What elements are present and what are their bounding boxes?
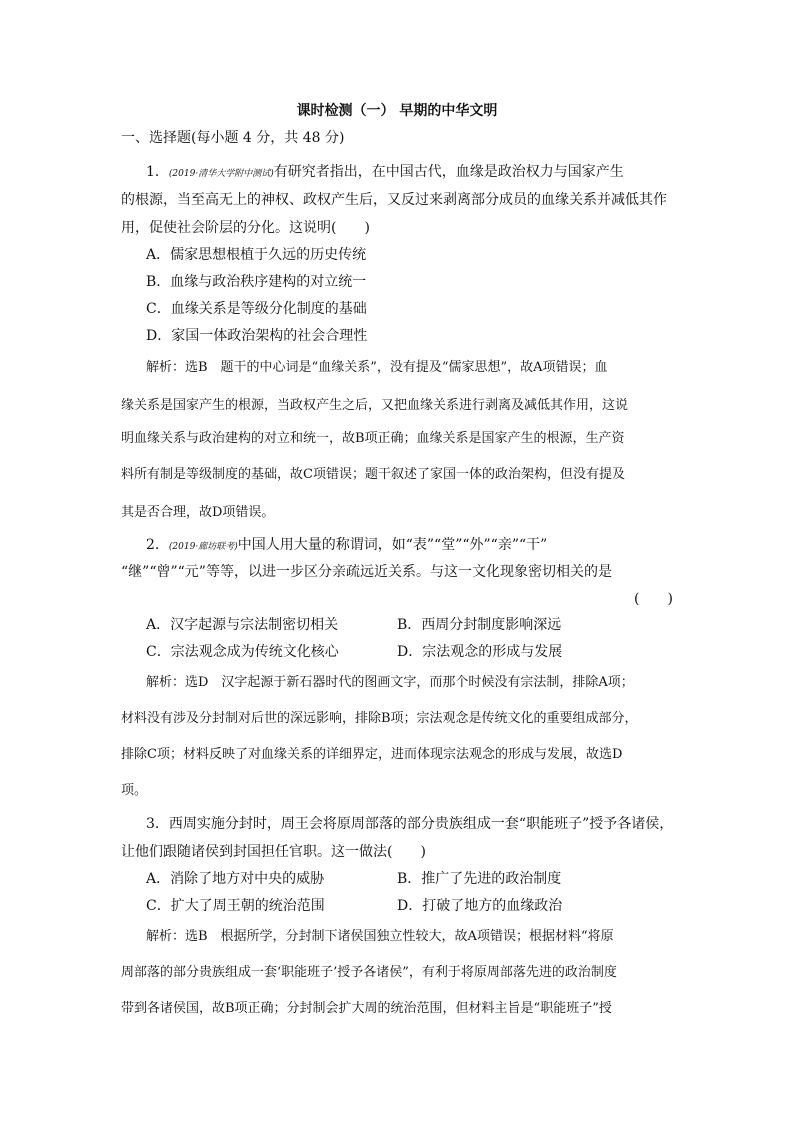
q2-option-b: B．西周分封制度影响深远 [397, 617, 562, 633]
q1-number: 1． [146, 164, 169, 180]
q2-stem-line: “继”“曾”“元”等等，以进一步区分亲疏远近关系。与这一文化现象密切相关的是 [121, 564, 612, 580]
q2-analysis-line: 排除C项；材料反映了对血缘关系的详细界定，进而体现宗法观念的形成与发展，故选D [121, 747, 623, 762]
q2-option-a: A．汉字起源与宗法制密切相关 [146, 617, 339, 633]
q3-number: 3． [146, 816, 169, 832]
q2-number: 2． [146, 537, 169, 553]
q2-option-d: D．宗法观念的形成与发展 [397, 644, 563, 660]
q1-option-b: B．血缘与政治秩序建构的对立统一 [146, 274, 367, 290]
q1-option-c: C．血缘关系是等级分化制度的基础 [146, 301, 367, 317]
q3-analysis-line: 周部落的部分贵族组成一套‘职能班子’授予各诸侯”，有利于将原周部落先进的政治制度 [121, 965, 617, 980]
q1-analysis-line: 缘关系是国家产生的根源，当政权产生之后，又把血缘关系进行剥离及减低其作用，这说 [121, 398, 629, 413]
q3-option-a: A．消除了地方对中央的威胁 [146, 871, 325, 887]
q3-analysis-line: 解析：选B 根据所学，分封制下诸侯国独立性较大，故A项错误；根据材料“将原 [146, 929, 614, 944]
q1-option-a: A．儒家思想根植于久远的历史传统 [146, 247, 367, 263]
q1-option-d: D．家国一体政治架构的社会合理性 [146, 328, 368, 344]
q1-analysis-line: 其是否合理，故D项错误。 [121, 505, 275, 520]
q1-stem-line: 的根源，当至高无上的神权、政权产生后，又反过来剥离部分成员的血缘关系并减低其作 [121, 192, 667, 208]
section-header: 一、选择题(每小题 4 分，共 48 分) [121, 130, 345, 146]
q1-first-line [146, 162, 624, 184]
q2-option-c: C．宗法观念成为传统文化核心 [146, 644, 339, 660]
q2-source: (2019·廊坊联考) [168, 542, 238, 552]
q2-analysis-line: 项。 [121, 783, 148, 798]
q3-option-c: C．扩大了周王朝的统治范围 [146, 898, 325, 914]
q3-stem-line: 让他们跟随诸侯到封国担任官职。这一做法( ) [121, 844, 426, 860]
q3-option-d: D．打破了地方的血缘政治 [397, 898, 563, 914]
q3-option-b: B．推广了先进的政治制度 [397, 871, 562, 887]
q2-analysis-line: 解析：选D 汉字起源于新石器时代的图画文字，而那个时候没有宗法制，排除A项； [146, 675, 634, 690]
q3-first-line [146, 814, 673, 834]
q1-analysis-line: 明血缘关系与政治建构的对立和统一，故B项正确；血缘关系是国家产生的根源，生产资 [121, 431, 625, 446]
q1-stem-line: 有研究者指出，在中国古代，血缘是政治权力与国家产生 [273, 164, 624, 180]
q1-analysis-line: 解析：选B 题干的中心词是“血缘关系”，没有提及“儒家思想”，故A项错误；血 [146, 360, 608, 375]
q3-analysis-line: 带到各诸侯国，故B项正确；分封制会扩大周的统治范围，但材料主旨是“职能班子”授 [121, 1001, 612, 1016]
q1-analysis-line: 料所有制是等级制度的基础，故C项错误；题干叙述了家国一体的政治架构，但没有提及 [121, 467, 625, 482]
page-title: 课时检测（一） 早期的中华文明 [296, 103, 498, 119]
q2-answer-blank: ( ) [634, 591, 673, 607]
q2-first-line [146, 535, 547, 557]
q1-stem-line: 用，促使社会阶层的分化。这说明( ) [121, 220, 370, 236]
q3-stem-line: 西周实施分封时，周王会将原周部落的部分贵族组成一套“职能班子”授予各诸侯， [168, 816, 674, 832]
q2-analysis-line: 材料没有涉及分封制对后世的深远影响，排除B项；宗法观念是传统文化的重要组成部分， [121, 711, 638, 726]
q2-stem-line: 中国人用大量的称谓词，如“表”“堂”“外”“亲”“干” [237, 537, 548, 553]
q1-source: (2019·清华大学附中测试) [168, 169, 274, 179]
